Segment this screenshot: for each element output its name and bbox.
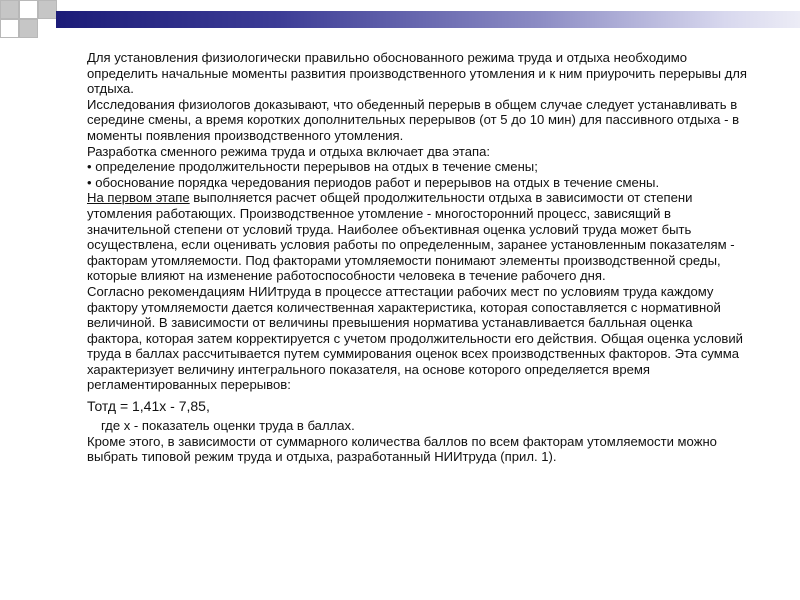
bullet-item: • обоснование порядка чередования периодов работ и перерывов на отдых в течение смены. [87,174,660,190]
decor-square [0,0,19,19]
paragraph: Согласно рекомендациям НИИтруда в процессе аттестации рабочих мест по условиям труда каждому фактору утомляемости дается количественная характеристика, которая сопоставляется с нормативной величиной. В зависимости от величины превышения норматива устанавливается балльная оценка фактора, которая затем корректируется с учетом продолжительности его действия. Общая оценка условий труда в баллах рассчитывается путем суммирования оценок всех производственных факторов. Эта сумма характеризует величину интегрального показателя, на основе которого определяется время регламентированных перерывов: [87,283,743,393]
decor-square [19,0,38,19]
bullet-item: • определение продолжительности перерывов на отдых в течение смены; [87,159,538,175]
formula: Тотд = 1,41х - 7,85, [87,398,210,415]
paragraph [81,190,751,284]
formula-note: где х - показатель оценки труда в баллах. [101,418,355,434]
paragraph: Разработка сменного режима труда и отдыха включает два этапа: [87,143,491,159]
paragraph: Для установления физиологически правильно обоснованного режима труда и отдыха необходимо определить начальные моменты развития производственного утомления и к ним приурочить перерывы для отдыха. [87,50,748,97]
decor-square [19,19,38,38]
decor-square [38,0,57,19]
paragraph-text: выполняется расчет общей продолжительности отдыха в зависимости от степени утомления работающих. Производственное утомление - многосторонний процесс, зависящий в значительной степени от условий труда. Наиболее объективная оценка условий труда может быть осуществлена, если оценивать условия работы по определенным, заранее установленным показателям - факторам утомляемости. Под факторами утомляемости понимают элементы производственной среды, которые влияют на изменение работоспособности человека в течение рабочего дня. [87,190,735,284]
header-band [56,11,800,28]
slide-body [81,50,751,465]
decor-square [0,19,19,38]
paragraph: Кроме этого, в зависимости от суммарного количества баллов по всем факторам утомляемости можно выбрать типовой режим труда и отдыха, разработанный НИИтруда (прил. 1). [87,433,717,465]
paragraph: Исследования физиологов доказывают, что обеденный перерыв в общем случае следует устанавливать в середине смены, а время коротких дополнительных перерывов (от 5 до 10 мин) для пассивного отдыха - в моменты появления производственного утомления. [87,96,740,143]
underlined-phrase: На первом этапе [87,190,190,206]
